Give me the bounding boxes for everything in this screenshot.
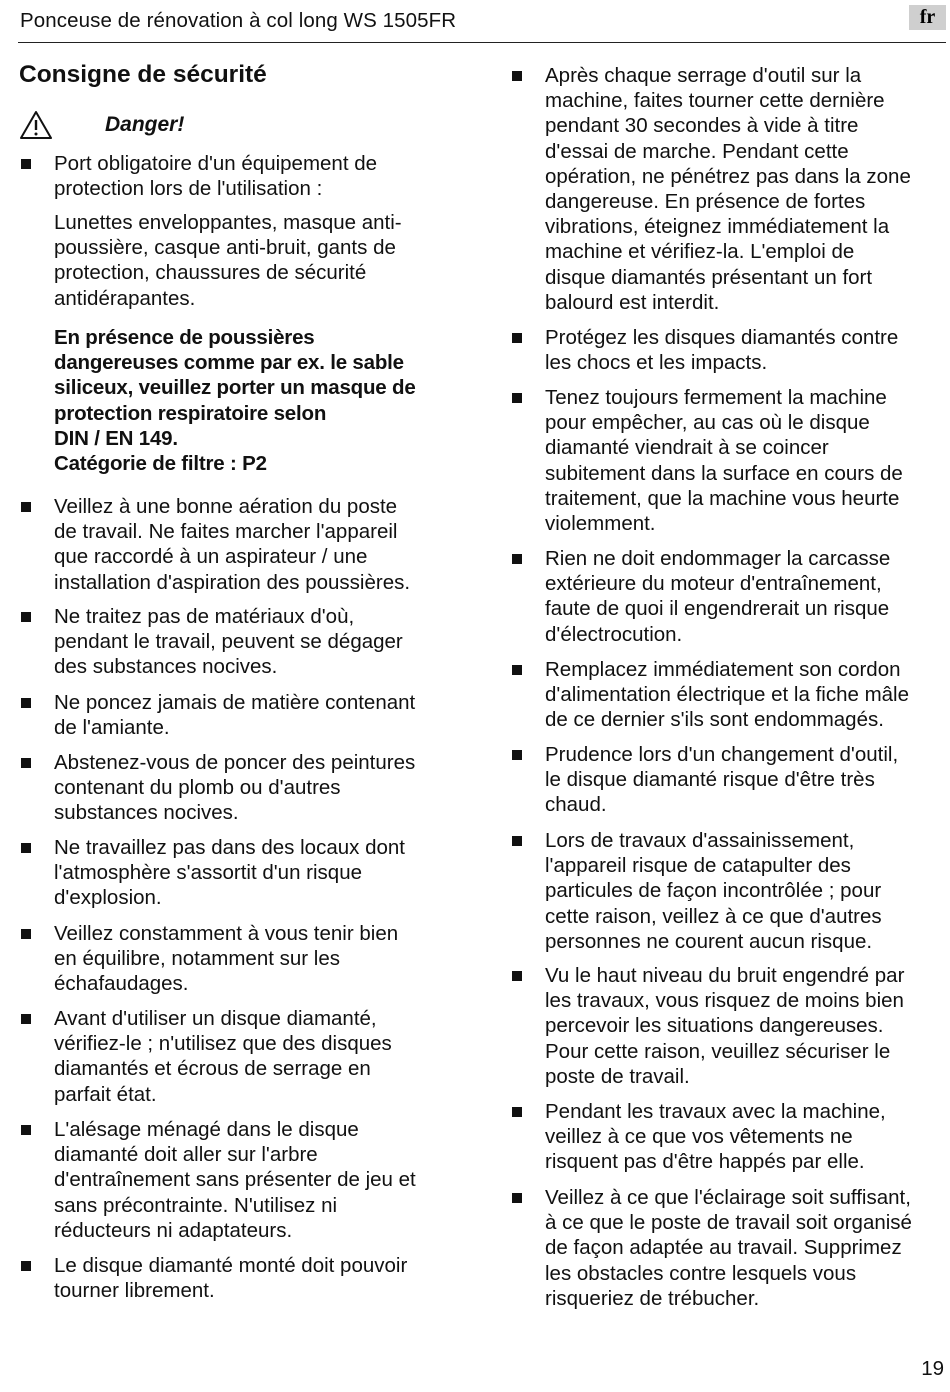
- list-item: [510, 385, 946, 536]
- bullet-square-icon: [21, 502, 31, 512]
- list-item-text: L'alésage ménagé dans le disque diamanté doit aller sur l'arbre d'entraînement sans présenter de jeu et sans précontrainte. N'utilisez ni réducteurs ni adaptateurs.: [54, 1118, 416, 1242]
- list-item-text: Ne traitez pas de matériaux d'où, pendant le travail, peuvent se dégager des substances nocives.: [54, 605, 403, 679]
- list-item: [19, 604, 457, 680]
- list-item-text: Après chaque serrage d'outil sur la machine, faites tourner cette dernière pendant 30 secondes à vide à titre d'essai de marche. Pendant cette opération, ne pénétrez pas dans la zone dangereuse. En présence de fortes vibrations, éteignez immédiatement la machine et vérifiez-la. L'emploi de disque diamantés présentant un fort balourd est interdit.: [545, 64, 911, 314]
- bullet-square-icon: [512, 1107, 522, 1117]
- list-item: [19, 750, 457, 826]
- bullet-square-icon: [512, 71, 522, 81]
- list-item: [510, 963, 946, 1089]
- list-item-text: Le disque diamanté monté doit pouvoir tourner librement.: [54, 1254, 408, 1303]
- list-item: [510, 828, 946, 954]
- list-item-text: Veillez constamment à vous tenir bien en équilibre, notamment sur les échafaudages.: [54, 922, 399, 996]
- list-item-text: Lors de travaux d'assainissement, l'appareil risque de catapulter des particules de façon incontrôlée ; pour cette raison, veillez à ce que d'autres personnes ne courent aucun risque.: [545, 829, 882, 953]
- list-item: [19, 1117, 457, 1243]
- bullet-square-icon: [21, 758, 31, 768]
- language-badge: fr: [909, 5, 946, 30]
- list-item: [19, 1006, 457, 1107]
- list-item-text: Protégez les disques diamantés contre les chocs et les impacts.: [545, 326, 899, 375]
- warning-triangle-icon: [19, 110, 53, 140]
- list-item: [19, 494, 457, 595]
- list-item-text: Veillez à une bonne aération du poste de travail. Ne faites marcher l'appareil que raccordé à un aspirateur / une installation d'aspiration des poussières.: [54, 495, 411, 594]
- document-title: Ponceuse de rénovation à col long WS 1505FR: [20, 9, 457, 32]
- list-item: [510, 742, 946, 818]
- list-item: [19, 835, 457, 911]
- bullet-square-icon: [21, 159, 31, 169]
- danger-warning: [19, 110, 319, 142]
- page-header: [18, 0, 946, 43]
- ppe-details: Lunettes enveloppantes, masque anti- poussière, casque anti-bruit, gants de protection, chaussures de sécurité antidérapantes.: [54, 211, 402, 310]
- list-item: [19, 690, 457, 740]
- bullet-square-icon: [21, 1014, 31, 1024]
- list-item: [19, 921, 457, 997]
- list-item: [510, 1185, 946, 1311]
- list-item-text: Ne travaillez pas dans des locaux dont l'atmosphère s'assortit d'un risque d'explosion.: [54, 836, 405, 910]
- bullet-square-icon: [21, 698, 31, 708]
- bullet-square-icon: [21, 843, 31, 853]
- list-item: [19, 151, 457, 201]
- bullet-square-icon: [512, 665, 522, 675]
- bullet-square-icon: [21, 1125, 31, 1135]
- list-item-text: Vu le haut niveau du bruit engendré par les travaux, vous risquez de moins bien percevoir les situations dangereuses. Pour cette raison, veuillez sécuriser le poste de travail.: [545, 964, 905, 1088]
- bullet-square-icon: [512, 836, 522, 846]
- list-item: [19, 1253, 457, 1303]
- bullet-square-icon: [21, 1261, 31, 1271]
- list-item-text: Ne poncez jamais de matière contenant de l'amiante.: [54, 691, 416, 740]
- page-number: 19: [921, 1357, 944, 1380]
- list-item-text: Port obligatoire d'un équipement de protection lors de l'utilisation :: [54, 152, 378, 201]
- bullet-square-icon: [21, 612, 31, 622]
- bullet-square-icon: [512, 1193, 522, 1203]
- list-item-text: Pendant les travaux avec la machine, veillez à ce que vos vêtements ne risquent pas d'être happés par elle.: [545, 1100, 886, 1174]
- list-item-text: Rien ne doit endommager la carcasse extérieure du moteur d'entraînement, faute de quoi il engendrerait un risque d'électrocution.: [545, 547, 891, 646]
- list-item-text: Abstenez-vous de poncer des peintures contenant du plomb ou d'autres substances nocives.: [54, 751, 416, 825]
- list-item-text: Remplacez immédiatement son cordon d'alimentation électrique et la fiche mâle de ce dernier s'ils sont endommagés.: [545, 658, 910, 732]
- bullet-square-icon: [512, 393, 522, 403]
- list-item: [510, 1099, 946, 1175]
- danger-label: Danger!: [105, 113, 185, 136]
- bullet-square-icon: [512, 971, 522, 981]
- list-item: [510, 546, 946, 647]
- list-item-text: Veillez à ce que l'éclairage soit suffisant, à ce que le poste de travail soit organisé de façon adaptée au travail. Supprimez les obstacles contre lesquels vous risqueriez de trébucher.: [545, 1186, 912, 1310]
- list-item-text: Tenez toujours fermement la machine pour empêcher, au cas où le disque diamanté viendrait à se coincer subitement dans la surface en cours de traitement, que la machine vous heurte violemment.: [545, 386, 903, 536]
- list-item-text: Prudence lors d'un changement d'outil, le disque diamanté risque d'être très chaud.: [545, 743, 899, 817]
- list-item: [510, 657, 946, 733]
- bullet-square-icon: [512, 554, 522, 564]
- bullet-square-icon: [512, 750, 522, 760]
- bullet-square-icon: [21, 929, 31, 939]
- section-title: Consigne de sécurité: [19, 61, 267, 88]
- list-item: [510, 63, 946, 315]
- dust-warning: En présence de poussières dangereuses comme par ex. le sable siliceux, veuillez porter un masque de protection respiratoire selon DIN / EN 149. Catégorie de filtre : P2: [54, 326, 416, 476]
- list-item-text: Avant d'utiliser un disque diamanté, vérifiez-le ; n'utilisez que des disques diamantés et écrous de serrage en parfait état.: [54, 1007, 392, 1106]
- list-item: [510, 325, 946, 375]
- bullet-square-icon: [512, 333, 522, 343]
